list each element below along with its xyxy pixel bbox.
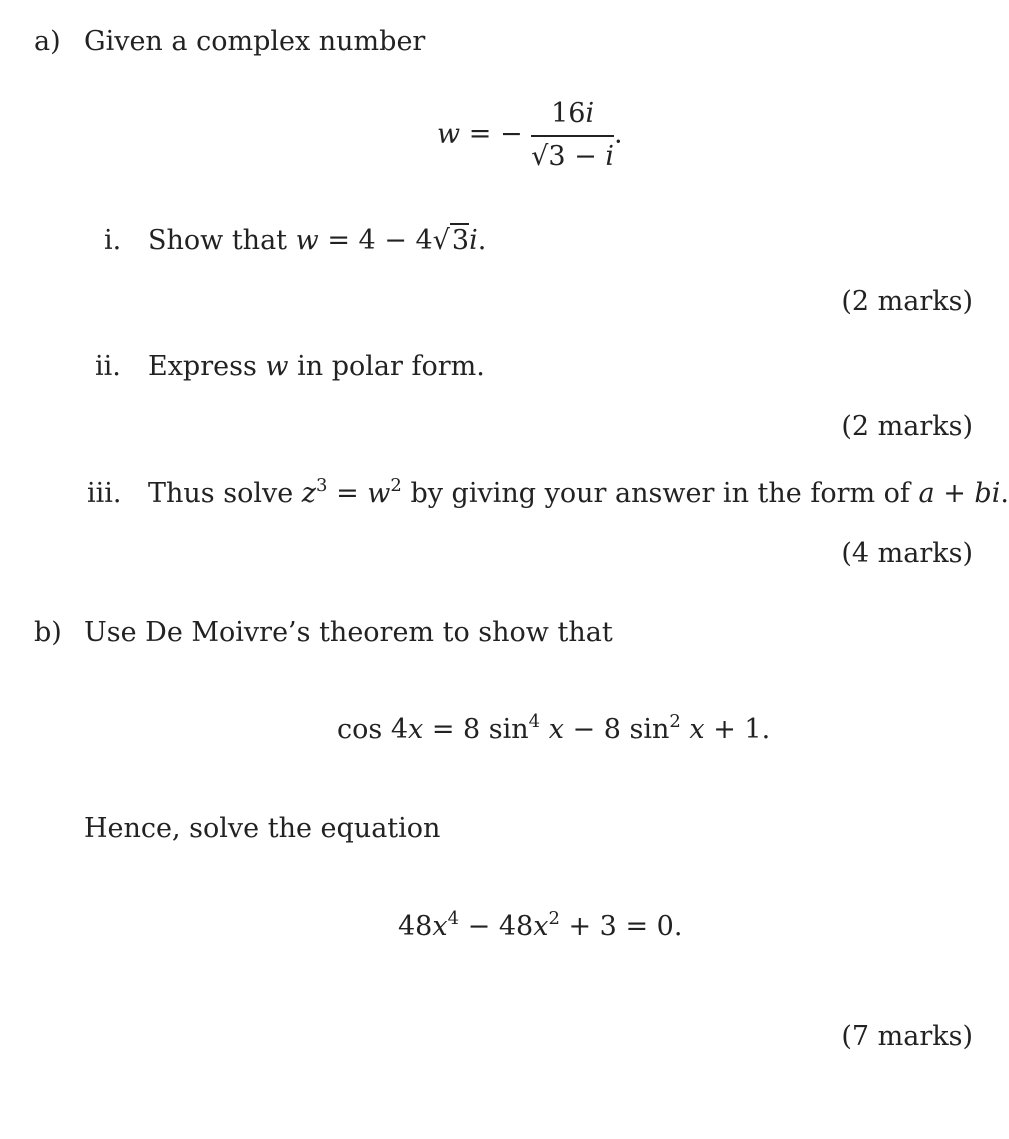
eq-fraction (531, 100, 614, 170)
item-i-expr: = 4 − 4 (318, 225, 433, 256)
item-ii-text-before: Express (148, 351, 266, 382)
item-i-marks: (2 marks) (841, 286, 973, 317)
eq-lhs: w (437, 118, 461, 150)
item-i-end-var: i (469, 225, 478, 256)
eq-denominator: √3 − i (531, 141, 614, 172)
item-i-radicand: 3 (451, 225, 470, 256)
item-iii-z-exp: 3 (316, 475, 328, 496)
item-iii-w-exp: 2 (390, 475, 402, 496)
identity-end: + 1. (704, 714, 771, 745)
identity-x2: x (540, 714, 564, 745)
equation-e2: 2 (548, 908, 560, 929)
item-iii-b: bi (974, 478, 1001, 509)
item-ii-marks: (2 marks) (841, 411, 973, 442)
part-b-intro: Use De Moivre’s theorem to show that (84, 617, 613, 648)
item-iii-text-before: Thus solve (148, 478, 302, 509)
item-i-radical: √ (432, 225, 450, 256)
part-b-label: b) (34, 617, 62, 648)
identity-x3: x (680, 714, 705, 745)
item-iii-z: z (301, 478, 317, 509)
part-b-marks: (7 marks) (841, 1021, 973, 1052)
item-i-label: i. (104, 225, 122, 256)
identity-cos: cos 4 (337, 714, 408, 745)
item-iii-marks: (4 marks) (841, 538, 973, 569)
part-b-hence: Hence, solve the equation (84, 813, 441, 844)
item-iii-a: a (918, 478, 935, 509)
equation-end: + 3 = 0. (559, 911, 683, 942)
radicand: 3 (548, 141, 566, 172)
item-ii-label: ii. (95, 351, 121, 382)
item-ii-text-after: in polar form. (288, 351, 485, 382)
item-iii-eq: = (327, 478, 368, 509)
part-a-label: a) (34, 26, 61, 57)
item-iii-w: w (367, 478, 391, 509)
eq-numerator: 16i (551, 98, 595, 129)
part-b-equation (398, 908, 683, 942)
item-iii-text (148, 475, 1009, 509)
eq-period: . (614, 118, 623, 150)
equation-e1: 4 (447, 908, 460, 929)
item-iii-plus: + (934, 478, 975, 509)
identity-exp1: 4 (528, 711, 541, 732)
identity-eq: = 8 sin (423, 714, 529, 745)
item-ii-var: w (265, 351, 289, 382)
item-iii-end: . (1000, 478, 1009, 509)
item-iii-label: iii. (87, 478, 122, 509)
part-a-equation (437, 100, 623, 170)
identity-x1: x (408, 714, 424, 745)
radical-sign: √ (531, 141, 549, 172)
part-b-identity (337, 711, 771, 745)
eq-equals: = (468, 118, 492, 150)
item-ii-text (148, 353, 485, 380)
identity-exp2: 2 (669, 711, 681, 732)
item-i-text-before: Show that (148, 225, 296, 256)
item-i-end: . (477, 225, 487, 256)
part-a-intro: Given a complex number (84, 26, 426, 57)
item-iii-text-mid: by giving your answer in the form of (401, 478, 919, 509)
item-i-text (148, 227, 486, 254)
item-i-var: w (295, 225, 319, 256)
equation-x1: x (432, 911, 448, 942)
eq-minus: − (499, 118, 523, 150)
equation-mid: − 48 (459, 911, 534, 942)
equation-x2: x (533, 911, 549, 942)
equation-c1: 48 (398, 911, 433, 942)
identity-minus: − 8 sin (563, 714, 670, 745)
